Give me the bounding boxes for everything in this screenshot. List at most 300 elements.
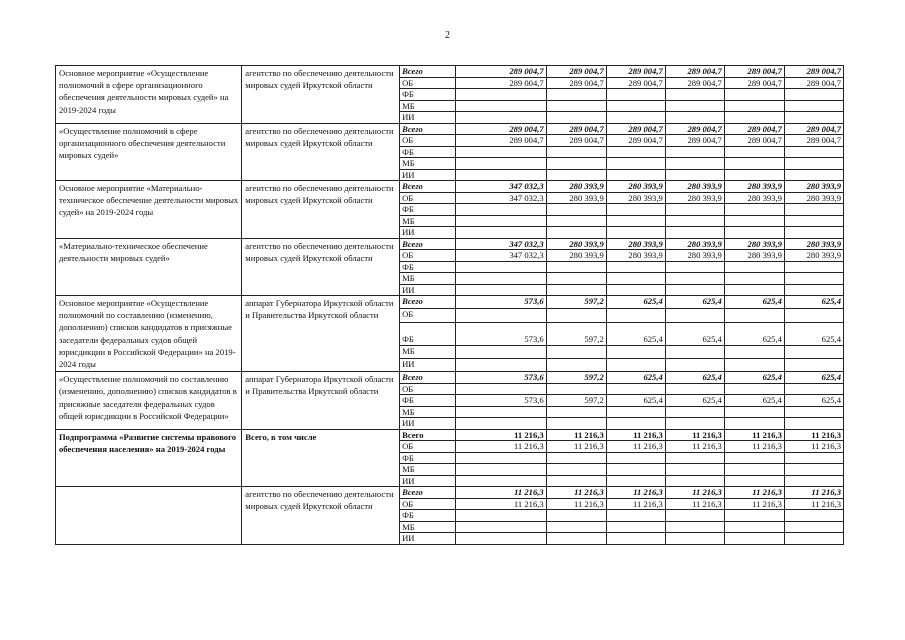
amount-cell [784,406,843,418]
amount-cell: 289 004,7 [665,123,724,135]
amount-cell: 289 004,7 [784,77,843,89]
measure-name: Основное мероприятие «Осуществление полномочий по составлению (изменению, дополнению) списков кандидатов в присяжные заседатели федеральных судов общей юрисдикции в Российской Федерации» на 2019-2024 годы [56,296,242,372]
amount-cell [784,100,843,112]
amount-cell: 11 216,3 [784,498,843,510]
funding-source: ФБ [400,204,456,216]
amount-cell [665,227,724,239]
amount-cell: 625,4 [665,395,724,407]
measure-name: «Осуществление полномочий в сфере организационного обеспечения деятельности мировых судей» [56,123,242,181]
amount-cell [606,284,665,296]
budget-table [55,65,844,545]
amount-cell [665,158,724,170]
amount-cell [546,510,606,522]
amount-cell [665,112,724,124]
amount-cell [784,418,843,430]
amount-cell [456,475,547,487]
amount-cell: 11 216,3 [784,487,843,499]
amount-cell: 11 216,3 [606,441,665,453]
amount-cell [784,383,843,395]
funding-source: МБ [400,273,456,285]
amount-cell [724,89,784,101]
amount-cell: 573,6 [456,372,547,384]
amount-cell [456,204,547,216]
amount-cell [665,418,724,430]
amount-cell: 280 393,9 [606,250,665,262]
amount-cell: 289 004,7 [724,123,784,135]
amount-cell: 289 004,7 [784,135,843,147]
measure-name: Подпрограмма «Развитие системы правового обеспечения населения» на 2019-2024 годы [56,429,242,487]
funding-source: МБ [400,100,456,112]
amount-cell [546,345,606,358]
amount-cell [724,215,784,227]
amount-cell: 289 004,7 [606,123,665,135]
amount-cell [724,464,784,476]
funding-source: Всего [400,487,456,499]
amount-cell [784,146,843,158]
amount-cell [456,284,547,296]
amount-cell: 289 004,7 [784,123,843,135]
amount-cell [606,383,665,395]
funding-source: ОБ [400,77,456,89]
funding-source: Всего [400,429,456,441]
amount-cell: 11 216,3 [724,441,784,453]
amount-cell [665,215,724,227]
amount-cell: 289 004,7 [606,77,665,89]
amount-cell [784,89,843,101]
amount-cell [606,533,665,545]
amount-cell: 289 004,7 [456,66,547,78]
amount-cell: 289 004,7 [665,66,724,78]
amount-cell: 280 393,9 [724,181,784,193]
funding-source: Всего [400,372,456,384]
measure-name: Основное мероприятие «Материально-техническое обеспечение деятельности мировых судей» на 2019-2024 годы [56,181,242,239]
amount-cell: 625,4 [724,296,784,309]
table-row [56,123,844,135]
amount-cell [606,510,665,522]
amount-cell: 11 216,3 [546,498,606,510]
amount-cell [456,112,547,124]
amount-cell: 11 216,3 [665,498,724,510]
amount-cell [456,146,547,158]
amount-cell [606,100,665,112]
amount-cell [665,146,724,158]
amount-cell [724,406,784,418]
amount-cell [456,510,547,522]
amount-cell: 289 004,7 [456,77,547,89]
amount-cell [546,533,606,545]
amount-cell [456,464,547,476]
measure-name: Основное мероприятие «Осуществление полномочий в сфере организационного обеспечения деятельности мировых судей» на 2019-2024 годы [56,66,242,124]
amount-cell [665,510,724,522]
amount-cell [784,158,843,170]
amount-cell [724,100,784,112]
amount-cell [665,261,724,273]
amount-cell [546,215,606,227]
measure-name: «Материально-техническое обеспечение деятельности мировых судей» [56,238,242,296]
amount-cell [456,261,547,273]
amount-cell [546,521,606,533]
amount-cell [546,158,606,170]
funding-source: ОБ [400,192,456,204]
amount-cell: 597,2 [546,395,606,407]
amount-cell [606,475,665,487]
funding-source: ФБ [400,322,456,345]
amount-cell [606,146,665,158]
amount-cell [546,452,606,464]
amount-cell [724,510,784,522]
amount-cell [724,521,784,533]
amount-cell [546,406,606,418]
funding-source: Всего [400,123,456,135]
responsible-executor: аппарат Губернатора Иркутской области и Правительства Иркутской области [242,296,400,372]
funding-source: ФБ [400,395,456,407]
amount-cell: 625,4 [606,395,665,407]
amount-cell: 280 393,9 [784,238,843,250]
amount-cell [456,383,547,395]
amount-cell: 625,4 [606,372,665,384]
funding-source: ФБ [400,261,456,273]
amount-cell [546,227,606,239]
amount-cell [724,158,784,170]
amount-cell: 280 393,9 [665,192,724,204]
amount-cell: 347 032,3 [456,238,547,250]
amount-cell [546,273,606,285]
amount-cell: 280 393,9 [665,238,724,250]
funding-source: Всего [400,238,456,250]
amount-cell [784,215,843,227]
amount-cell [606,89,665,101]
amount-cell [665,273,724,285]
amount-cell [665,284,724,296]
amount-cell [606,521,665,533]
amount-cell [606,464,665,476]
amount-cell [606,452,665,464]
amount-cell [784,204,843,216]
funding-source: ФБ [400,510,456,522]
amount-cell: 280 393,9 [546,181,606,193]
funding-source: ОБ [400,441,456,453]
funding-source: ФБ [400,452,456,464]
amount-cell: 289 004,7 [546,66,606,78]
responsible-executor: агентство по обеспечению деятельности мировых судей Иркутской области [242,238,400,296]
funding-source: Всего [400,66,456,78]
amount-cell [665,89,724,101]
amount-cell: 11 216,3 [724,429,784,441]
amount-cell [784,261,843,273]
amount-cell: 280 393,9 [606,181,665,193]
funding-source: ОБ [400,135,456,147]
table-row [56,372,844,384]
amount-cell [546,383,606,395]
amount-cell: 280 393,9 [784,192,843,204]
amount-cell [784,345,843,358]
amount-cell: 289 004,7 [606,135,665,147]
funding-source: ИИ [400,284,456,296]
amount-cell: 625,4 [724,322,784,345]
amount-cell: 11 216,3 [546,429,606,441]
amount-cell: 573,6 [456,395,547,407]
amount-cell [546,464,606,476]
amount-cell: 625,4 [784,296,843,309]
amount-cell [546,100,606,112]
amount-cell: 11 216,3 [606,429,665,441]
amount-cell [665,100,724,112]
amount-cell [546,146,606,158]
amount-cell: 280 393,9 [784,250,843,262]
amount-cell [665,309,724,322]
amount-cell [606,112,665,124]
amount-cell: 11 216,3 [546,441,606,453]
amount-cell: 625,4 [724,395,784,407]
amount-cell: 11 216,3 [606,498,665,510]
table-row [56,66,844,78]
amount-cell [606,273,665,285]
funding-source: МБ [400,158,456,170]
amount-cell [665,383,724,395]
amount-cell [456,215,547,227]
amount-cell [724,169,784,181]
amount-cell [665,464,724,476]
amount-cell [784,284,843,296]
amount-cell: 280 393,9 [784,181,843,193]
funding-source: ИИ [400,358,456,371]
measure-name-continued [56,487,242,545]
page-number: 2 [445,30,450,41]
amount-cell [784,309,843,322]
amount-cell [724,204,784,216]
amount-cell: 280 393,9 [606,238,665,250]
funding-source: ОБ [400,309,456,322]
amount-cell: 11 216,3 [456,441,547,453]
amount-cell: 280 393,9 [724,250,784,262]
amount-cell [724,261,784,273]
funding-source: МБ [400,521,456,533]
funding-source: ИИ [400,227,456,239]
amount-cell: 11 216,3 [456,429,547,441]
amount-cell [546,418,606,430]
amount-cell: 625,4 [606,296,665,309]
table-row [56,181,844,193]
amount-cell [606,215,665,227]
amount-cell: 280 393,9 [724,238,784,250]
amount-cell [665,452,724,464]
amount-cell [456,521,547,533]
amount-cell [665,533,724,545]
amount-cell [456,89,547,101]
amount-cell [456,158,547,170]
amount-cell: 11 216,3 [456,498,547,510]
amount-cell: 625,4 [665,296,724,309]
funding-source: ФБ [400,89,456,101]
funding-source: МБ [400,215,456,227]
amount-cell [784,521,843,533]
amount-cell [665,358,724,371]
amount-cell [665,345,724,358]
amount-cell [665,521,724,533]
amount-cell: 289 004,7 [546,123,606,135]
amount-cell: 597,2 [546,372,606,384]
table-row [56,429,844,441]
amount-cell: 11 216,3 [546,487,606,499]
responsible-executor: агентство по обеспечению деятельности мировых судей Иркутской области [242,181,400,239]
amount-cell [456,406,547,418]
amount-cell: 11 216,3 [784,429,843,441]
amount-cell: 289 004,7 [456,135,547,147]
amount-cell [665,204,724,216]
responsible-executor: агентство по обеспечению деятельности мировых судей Иркутской области [242,487,400,545]
amount-cell [546,284,606,296]
amount-cell [606,227,665,239]
amount-cell [606,358,665,371]
amount-cell [546,89,606,101]
table-row [56,296,844,309]
funding-source: МБ [400,464,456,476]
amount-cell [724,418,784,430]
amount-cell: 280 393,9 [546,192,606,204]
amount-cell: 625,4 [724,372,784,384]
amount-cell: 625,4 [784,395,843,407]
amount-cell [606,309,665,322]
amount-cell [546,112,606,124]
funding-source: МБ [400,406,456,418]
amount-cell [456,309,547,322]
amount-cell: 625,4 [665,322,724,345]
amount-cell [456,452,547,464]
amount-cell [724,383,784,395]
amount-cell [546,358,606,371]
table-row [56,238,844,250]
amount-cell: 625,4 [784,322,843,345]
amount-cell: 11 216,3 [665,441,724,453]
amount-cell: 11 216,3 [606,487,665,499]
amount-cell: 289 004,7 [456,123,547,135]
amount-cell [546,261,606,273]
amount-cell [546,475,606,487]
amount-cell [456,227,547,239]
amount-cell: 11 216,3 [665,429,724,441]
amount-cell: 280 393,9 [546,238,606,250]
amount-cell: 289 004,7 [546,135,606,147]
responsible-executor: Всего, в том числе [242,429,400,487]
measure-name: «Осуществление полномочий по составлению (изменению, дополнению) списков кандидатов в присяжные заседатели федеральных судов общей юрисдикции в Российской Федерации» [56,372,242,430]
amount-cell [724,533,784,545]
amount-cell: 625,4 [784,372,843,384]
funding-source: ФБ [400,146,456,158]
amount-cell: 625,4 [665,372,724,384]
amount-cell [606,204,665,216]
amount-cell [606,406,665,418]
amount-cell [784,533,843,545]
amount-cell [456,345,547,358]
responsible-executor: агентство по обеспечению деятельности мировых судей Иркутской области [242,123,400,181]
amount-cell: 11 216,3 [724,498,784,510]
amount-cell [784,112,843,124]
amount-cell [546,204,606,216]
amount-cell [784,475,843,487]
amount-cell: 347 032,3 [456,250,547,262]
amount-cell: 11 216,3 [724,487,784,499]
funding-source: ИИ [400,169,456,181]
amount-cell: 280 393,9 [665,181,724,193]
amount-cell [456,533,547,545]
funding-source: ИИ [400,533,456,545]
amount-cell: 11 216,3 [456,487,547,499]
amount-cell: 347 032,3 [456,181,547,193]
responsible-executor: агентство по обеспечению деятельности мировых судей Иркутской области [242,66,400,124]
amount-cell: 289 004,7 [724,77,784,89]
amount-cell: 289 004,7 [606,66,665,78]
responsible-executor: аппарат Губернатора Иркутской области и Правительства Иркутской области [242,372,400,430]
amount-cell [546,169,606,181]
amount-cell [606,261,665,273]
funding-source: Всего [400,181,456,193]
amount-cell [724,475,784,487]
amount-cell: 289 004,7 [665,77,724,89]
funding-source: ИИ [400,475,456,487]
amount-cell [665,169,724,181]
amount-cell [456,273,547,285]
amount-cell: 289 004,7 [724,66,784,78]
funding-source: МБ [400,345,456,358]
amount-cell: 11 216,3 [665,487,724,499]
amount-cell: 573,6 [456,296,547,309]
amount-cell [456,100,547,112]
amount-cell [784,273,843,285]
amount-cell: 289 004,7 [724,135,784,147]
amount-cell [456,418,547,430]
amount-cell: 280 393,9 [724,192,784,204]
amount-cell [665,406,724,418]
amount-cell [606,418,665,430]
amount-cell [724,112,784,124]
table-row [56,487,844,499]
amount-cell [784,452,843,464]
funding-source: ИИ [400,418,456,430]
amount-cell: 280 393,9 [546,250,606,262]
amount-cell [606,158,665,170]
funding-source: ОБ [400,383,456,395]
amount-cell [724,273,784,285]
amount-cell: 347 032,3 [456,192,547,204]
amount-cell: 625,4 [606,322,665,345]
funding-source: ОБ [400,498,456,510]
amount-cell: 289 004,7 [784,66,843,78]
amount-cell [724,345,784,358]
amount-cell [724,227,784,239]
amount-cell [606,345,665,358]
amount-cell: 289 004,7 [665,135,724,147]
amount-cell [456,169,547,181]
amount-cell [784,358,843,371]
amount-cell [546,309,606,322]
amount-cell [456,358,547,371]
amount-cell [606,169,665,181]
amount-cell [724,284,784,296]
amount-cell [784,169,843,181]
funding-source: ИИ [400,112,456,124]
amount-cell [724,309,784,322]
amount-cell [724,358,784,371]
amount-cell: 11 216,3 [784,441,843,453]
amount-cell: 597,2 [546,322,606,345]
amount-cell [784,464,843,476]
amount-cell [784,510,843,522]
amount-cell: 289 004,7 [546,77,606,89]
amount-cell [665,475,724,487]
amount-cell [724,146,784,158]
amount-cell [724,452,784,464]
amount-cell: 573,6 [456,322,547,345]
